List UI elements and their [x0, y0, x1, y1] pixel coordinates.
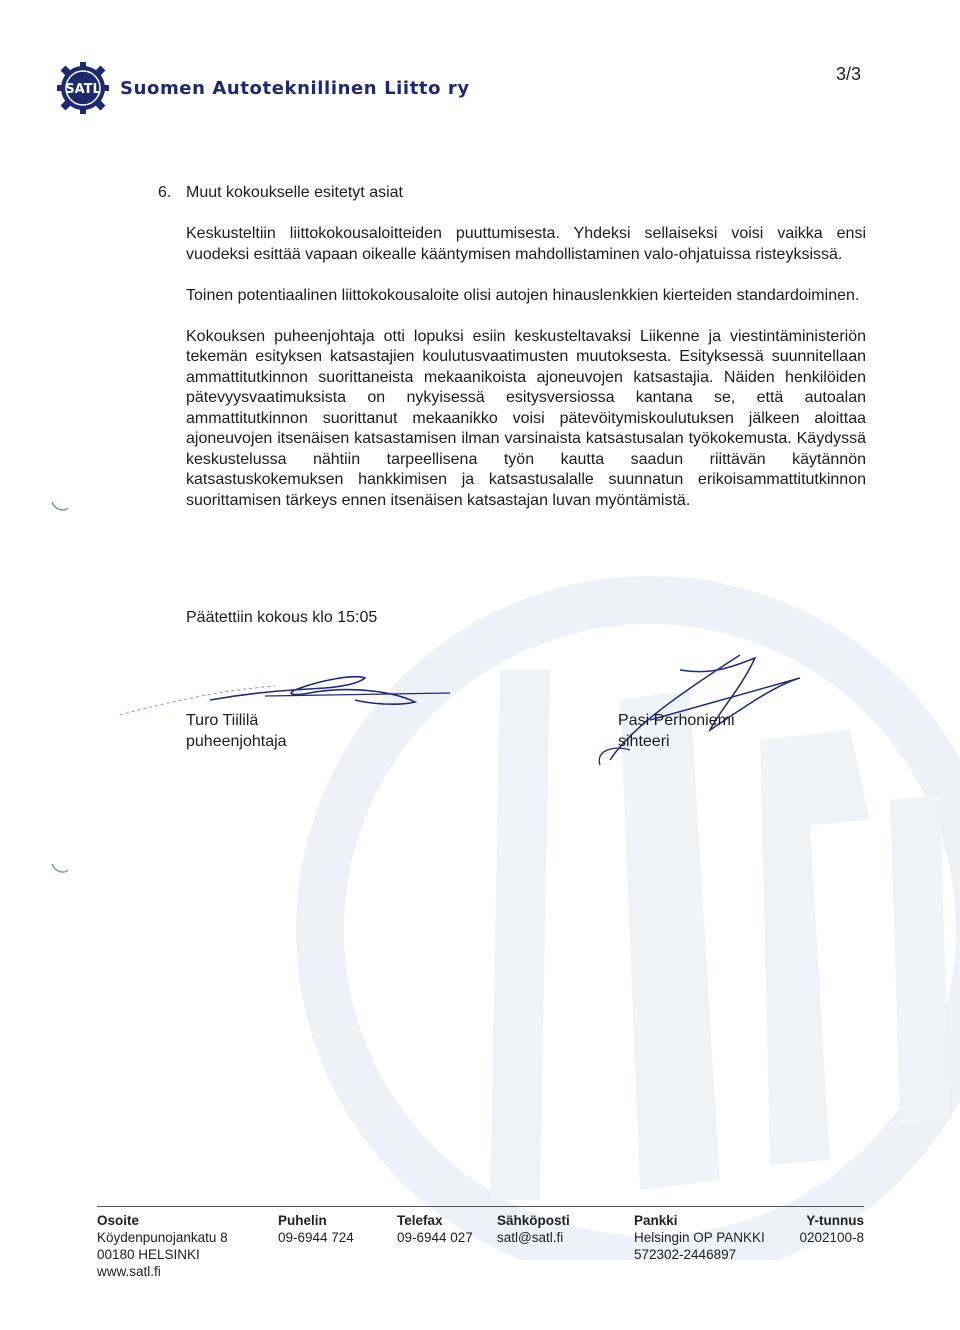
footer-email-heading: Sähköposti — [497, 1213, 570, 1228]
chairman-name: Turo Tiililä — [186, 712, 259, 729]
body-text — [186, 224, 866, 532]
footer-business-id-value: 0202100-8 — [799, 1230, 864, 1245]
footer-website: www.satl.fi — [97, 1264, 161, 1279]
footer-phone — [278, 1212, 354, 1246]
secretary-role: sihteeri — [618, 733, 670, 750]
chairman-role: puheenjohtaja — [186, 733, 287, 750]
paragraph: Keskusteltiin liittokokousaloitteiden puuttumisesta. Yhdeksi sellaiseksi voisi vaikka ensi vuodeksi esittää vapaan oikealle kääntymisen mahdollistaminen valo-ohjatuissa risteyksissä. — [186, 225, 866, 263]
footer-email-address: satl@satl.fi — [497, 1230, 564, 1245]
svg-text:SATL: SATL — [65, 82, 101, 97]
page-number: 3/3 — [836, 64, 862, 84]
paragraph: Kokouksen puheenjohtaja otti lopuksi esiin keskusteltavaksi Liikenne ja viestintäministeriön tekemän esityksen katsastajien koulutusvaatimusten muutoksesta. Esityksessä suunnitellaan ammattitutkinnon suorittaneista mekaanikoista ajoneuvojen katsastajia. Näiden henkilöiden pätevyysvaatimuksista on nykyisessä esitysversiossa kantana se, että autoalan ammattitutkinnon suorittanut mekaanikko voisi pätevöitymiskoulutuksen jälkeen aloittaa ajoneuvojen itsenäisen katsastamisen ilman varsinaista katsastusalan työkokemusta. Käydyssä keskustelussa nähtiin tarpeellisena työn kautta saadun riittävän käytännön katsastuskokemuksen hankkimisen ja katsastusalalle suunnatun erikoisammattitutkinnon suorittamisen tärkeys ennen itsenäisen katsastajan luvan myöntämistä. — [186, 327, 866, 509]
footer-address — [97, 1212, 228, 1280]
section-number: 6. — [158, 184, 172, 201]
footer-bank-name: Helsingin OP PANKKI — [634, 1230, 765, 1245]
punch-hole-mark — [50, 500, 70, 514]
footer-bank-account: 572302-2446897 — [634, 1247, 737, 1262]
footer-phone-heading: Puhelin — [278, 1213, 327, 1228]
paragraph: Toinen potentiaalinen liittokokousaloite olisi autojen hinauslenkkien kierteiden standardoiminen. — [186, 286, 860, 304]
footer-fax — [397, 1212, 473, 1246]
closing-statement: Päätettiin kokous klo 15:05 — [186, 609, 378, 626]
chairman-signature-block — [186, 710, 287, 752]
footer-address-heading: Osoite — [97, 1213, 140, 1228]
footer-phone-number: 09-6944 724 — [278, 1230, 354, 1245]
secretary-signature-block — [618, 710, 735, 752]
organization-name: Suomen Autoteknillinen Liitto ry — [120, 78, 470, 99]
footer-bank-heading: Pankki — [634, 1213, 678, 1228]
section-title: Muut kokoukselle esitetyt asiat — [186, 184, 403, 201]
footer-fax-number: 09-6944 027 — [397, 1230, 473, 1245]
footer-street: Köydenpunojankatu 8 — [97, 1230, 228, 1245]
satl-logo-icon — [57, 62, 109, 114]
footer-email — [497, 1212, 570, 1246]
footer-divider — [97, 1206, 864, 1207]
footer-postal: 00180 HELSINKI — [97, 1247, 200, 1262]
footer-bank — [634, 1212, 765, 1263]
secretary-name: Pasi Perhoniemi — [618, 712, 735, 729]
footer-business-id-heading: Y-tunnus — [806, 1213, 864, 1228]
footer-business-id — [799, 1212, 864, 1246]
footer-fax-heading: Telefax — [397, 1213, 443, 1228]
punch-hole-mark — [50, 862, 70, 876]
